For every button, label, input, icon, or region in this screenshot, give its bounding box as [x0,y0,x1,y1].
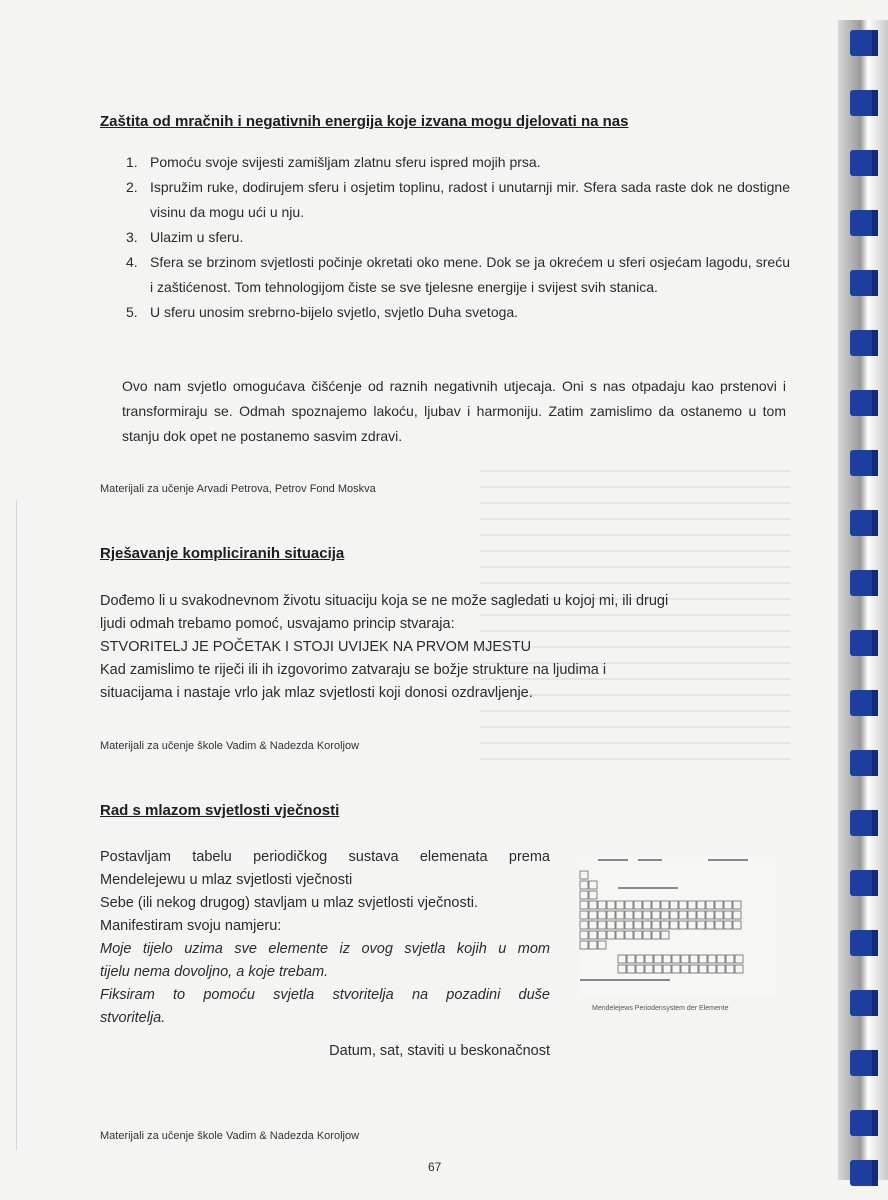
section-title-protection: Zaštita od mračnih i negativnih energija koje izvana mogu djelovati na nas [100,113,629,130]
text-line: Mendelejewu u mlaz svjetlosti vječnosti [100,872,353,888]
text-line-date: Datum, sat, staviti u beskonačnost [329,1043,550,1059]
section3-body [100,846,550,1063]
text-line-italic: Moje tijelo uzima sve elemente iz ovog svjetla kojih u mom [100,941,550,957]
list-item [120,175,790,225]
text-line: Sebe (ili nekog drugog) stavljam u mlaz svjetlosti vječnosti. [100,895,478,911]
section2-body [100,590,780,705]
page-edge-line [16,500,17,1150]
step-number: 3. [126,229,138,245]
text-line-emphasis: STVORITELJ JE POČETAK I STOJI UVIJEK NA PRVOM MJESTU [100,639,532,655]
list-item [120,250,790,300]
section-title-situations: Rješavanje kompliciranih situacija [100,545,345,562]
periodic-table-caption: Mendelejews Periodensystem der Elemente [592,1005,729,1012]
step-text: Ulazim u sferu. [150,229,244,245]
step-number: 1. [126,154,138,170]
text-line: Dođemo li u svakodnevnom životu situaciju koja se ne može sagledati u kojoj mi, ili drugi [100,593,669,609]
text-line: Postavljam tabelu periodičkog sustava elemenata prema [100,849,550,865]
spiral-binding [838,20,888,1180]
list-item [120,225,790,250]
step-text: Pomoću svoje svijesti zamišljam zlatnu sferu ispred mojih prsa. [150,154,541,170]
text-line: Kad zamislimo te riječi ili ih izgovorimo zatvaraju se božje strukture na ljudima i [100,662,607,678]
source-note-3: Materijali za učenje škole Vadim & Nadezda Koroljow [100,1130,360,1142]
step-number: 2. [126,179,138,195]
source-note-2: Materijali za učenje škole Vadim & Nadezda Koroljow [100,740,360,752]
text-line-italic: stvoritelja. [100,1010,166,1026]
text-line: ljudi odmah trebamo pomoć, usvajamo princip stvaraja: [100,616,455,632]
source-note-1: Materijali za učenje Arvadi Petrova, Petrov Fond Moskva [100,483,376,495]
list-item [120,150,790,175]
text-line: Manifestiram svoju namjeru: [100,918,282,934]
step-text: Ispružim ruke, dodirujem sferu i osjetim toplinu, radost i unutarnji mir. Sfera sada raste dok ne dostigne visinu da mogu ući u nju. [150,179,790,220]
page-number: 67 [428,1160,442,1174]
text-line-italic: tijelu nema dovoljno, a koje trebam. [100,964,329,980]
paragraph-light-cleansing: Ovo nam svjetlo omogućava čišćenje od raznih negativnih utjecaja. Oni s nas otpadaju kao prstenovi i transformiraju se. Odmah spoznajemo lakoću, ljubav i harmoniju. Zatim zamislimo da ostanemo u tom stanju dok opet ne postanemo sasvim zdravi. [122,378,786,444]
step-text: Sfera se brzinom svjetlosti počinje okretati oko mene. Dok se ja okrećem u sferi osjećam lagodu, sreću i zaštićenost. Tom tehnologijom čiste se sve tjelesne energije i svijest svih stanica. [150,254,790,295]
section-title-light-stream: Rad s mlazom svjetlosti vječnosti [100,802,340,819]
step-number: 5. [126,304,138,320]
step-text: U sferu unosim srebrno-bijelo svjetlo, svjetlo Duha svetoga. [150,304,519,320]
step-number: 4. [126,254,138,270]
steps-list [120,150,790,325]
text-line-italic: Fiksiram to pomoću svjetla stvoritelja na pozadini duše [100,987,550,1003]
text-line: situacijama i nastaje vrlo jak mlaz svjetlosti koji donosi ozdravljenje. [100,685,533,701]
periodic-table-image [578,857,776,997]
list-item [120,300,790,325]
